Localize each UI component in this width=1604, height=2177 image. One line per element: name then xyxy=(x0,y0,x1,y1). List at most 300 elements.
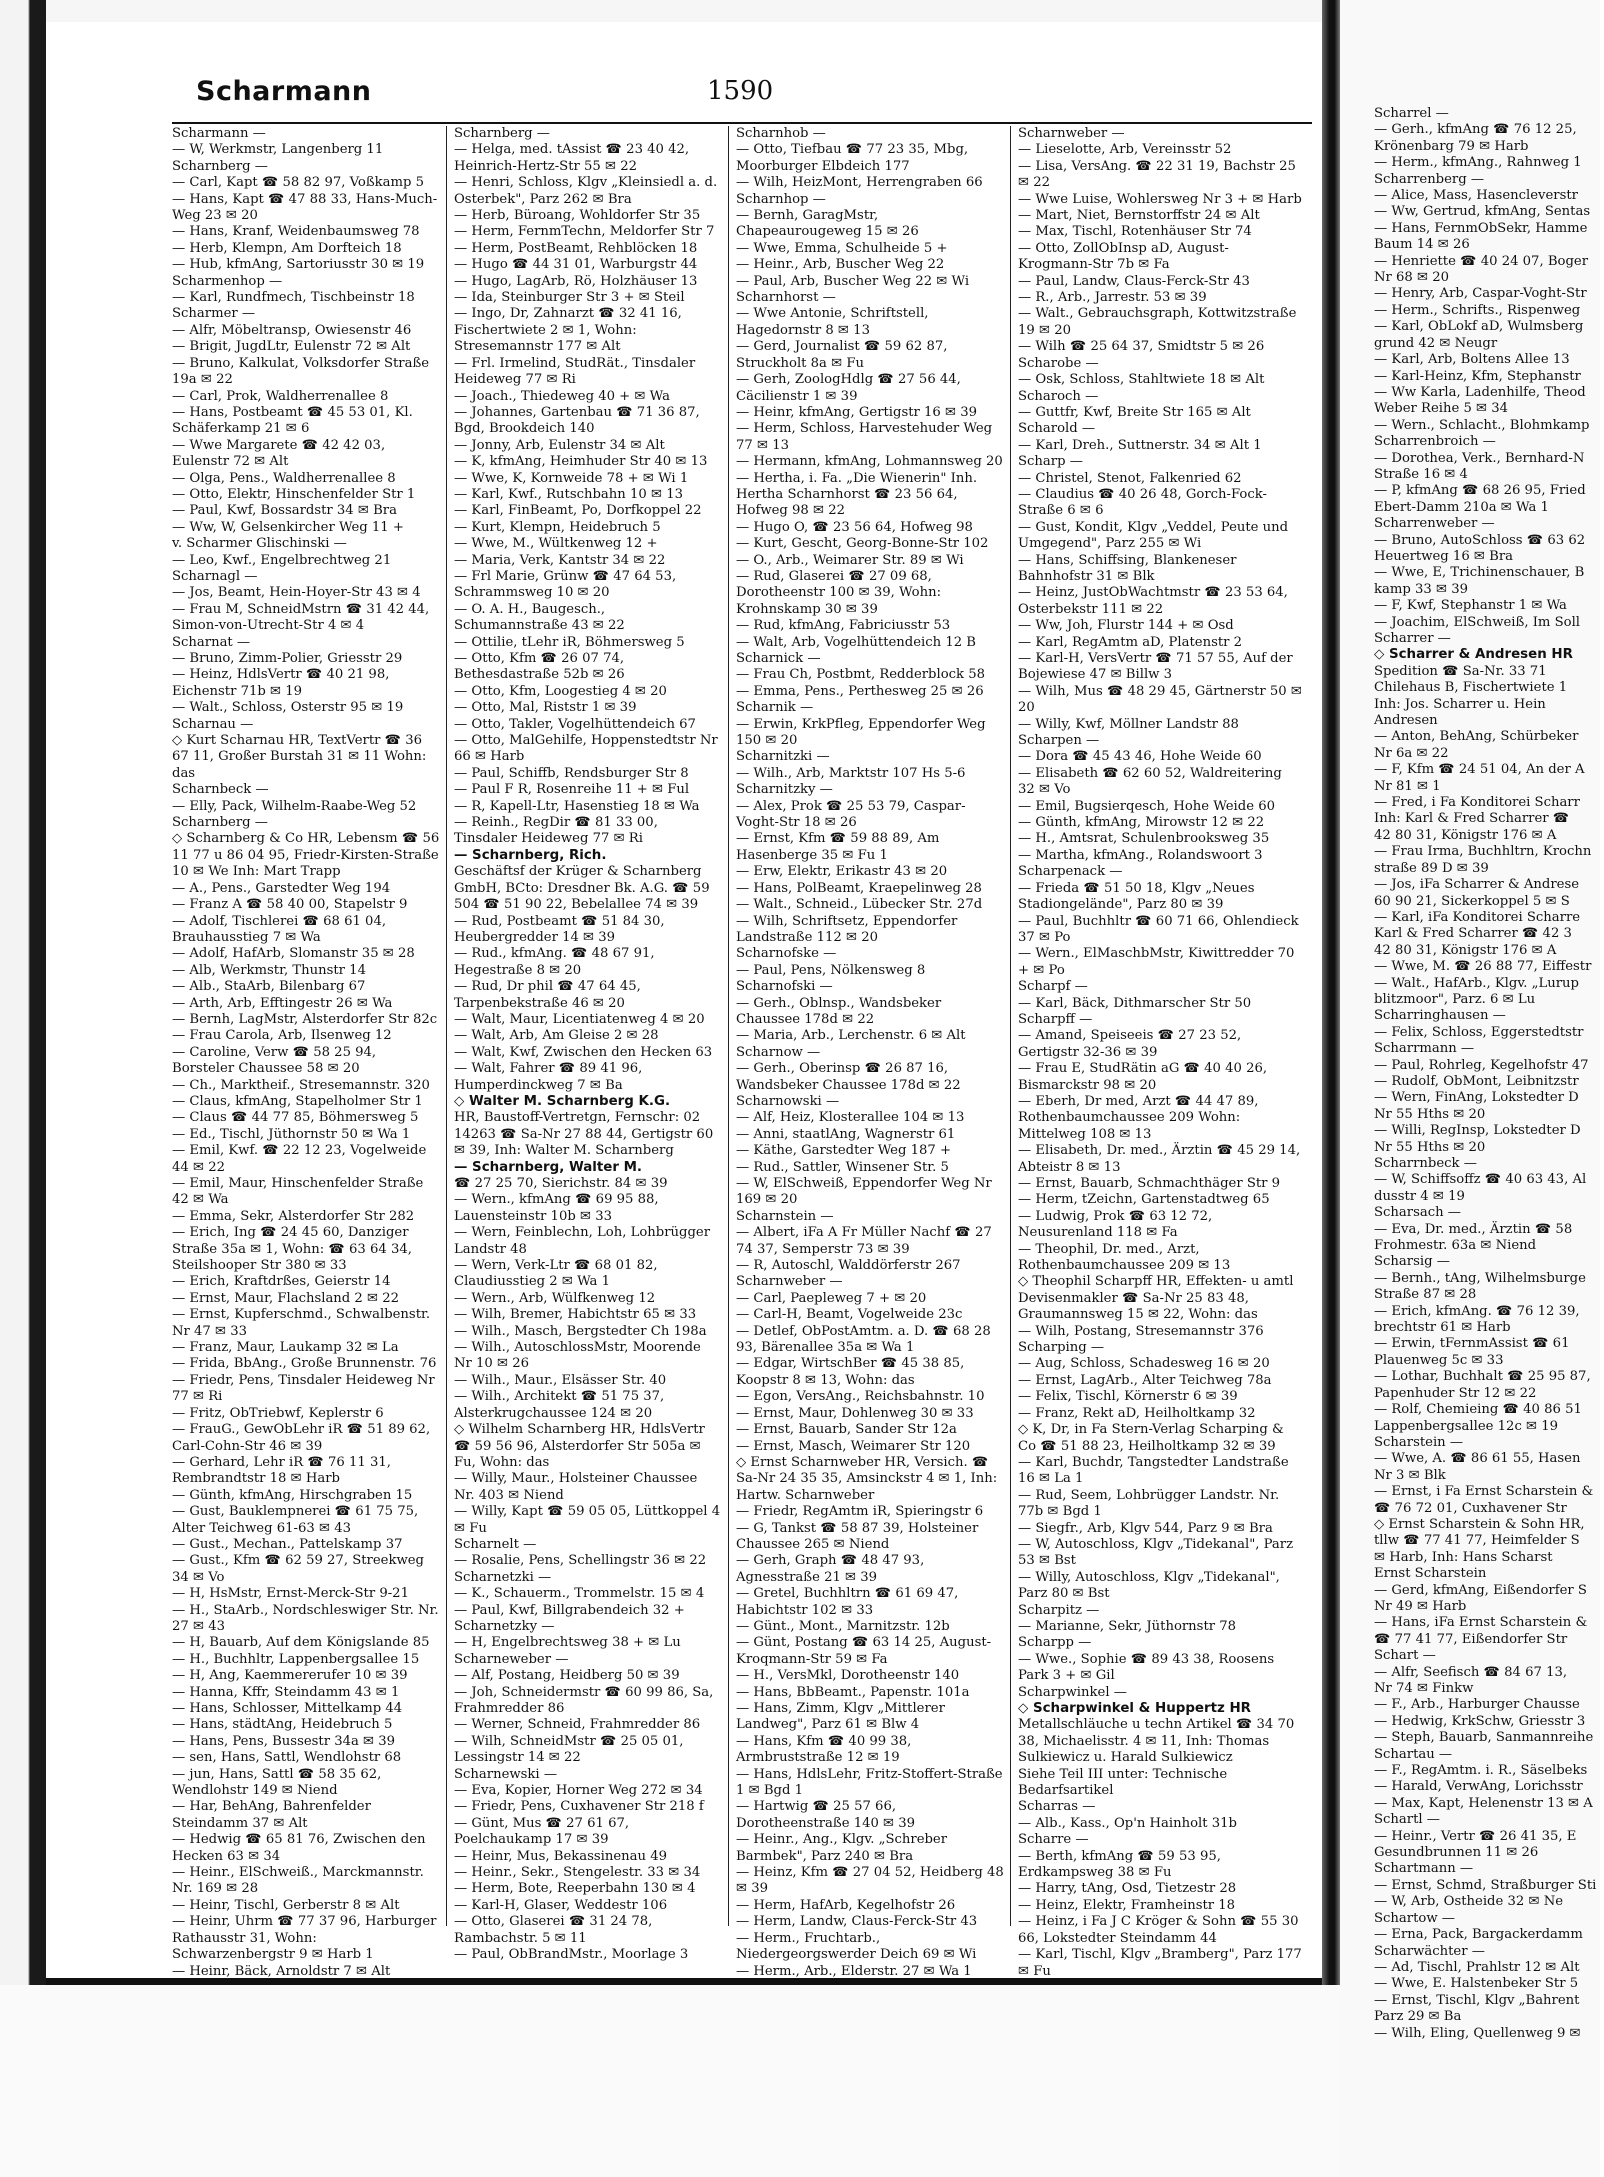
directory-entry: ◇ Scharnberg & Co HR, Lebensm ☎ 56 11 77 u 86 04 95, Friedr-Kirsten-Straße 10 ✉ We Inh: Mart Trapp xyxy=(172,831,440,880)
directory-entry: — Rud., kfmAng. ☎ 48 67 91, Hegestraße 8 ✉ 20 xyxy=(454,946,655,978)
facing-page-entry: ☎ 76 72 01, Cuxhavener Str xyxy=(1374,1500,1567,1516)
facing-page-entry: — Wwe, E, Trichinenschauer, B xyxy=(1374,565,1585,581)
facing-page-entry: — Hans, FernmObSekr, Hamme xyxy=(1374,220,1588,236)
directory-entry: — Alf, Postang, Heidberg 50 ✉ 39 xyxy=(454,1668,680,1684)
facing-page-entry: Scharwächter — xyxy=(1374,1943,1485,1959)
facing-page-entry: Scharrenweber — xyxy=(1374,516,1495,532)
directory-entry: — Wwe, Emma, Schulheide 5 + xyxy=(736,240,948,256)
directory-entry: — Claus, kfmAng, Stapelholmer Str 1 xyxy=(172,1093,423,1109)
directory-entry: — Otto, Kfm ☎ 26 07 74, Bethesdastraße 52b ✉ 26 xyxy=(454,651,625,683)
directory-entry: — Wwe, K, Kornweide 78 + ✉ Wi 1 xyxy=(454,470,689,486)
directory-entry: — Erich, Ing ☎ 24 45 60, Danziger Straße 35a ✉ 1, Wohn: ☎ 63 64 34, Steilshooper Str 380 ✉ 33 xyxy=(172,1225,412,1274)
directory-entry: — Hugo ☎ 44 31 01, Warburgstr 44 xyxy=(454,257,698,273)
directory-entry: — Willy, Maur., Holsteiner Chaussee Nr. 403 ✉ Niend xyxy=(454,1471,698,1503)
directory-entry: — Otto, Glaserei ☎ 31 24 78, Rambachstr. 5 ✉ 11 xyxy=(454,1914,653,1946)
facing-page-entry: Inh: Karl & Fred Scharrer ☎ xyxy=(1374,811,1570,827)
directory-entry: — O. A. H., Baugesch., Schumannstraße 43 ✉ 22 xyxy=(454,601,625,634)
directory-entry: — Otto, ZollObInsp aD, August-Krogmann-Str 7b ✉ Fa xyxy=(1018,240,1229,273)
directory-entry: — Adolf, HafArb, Slomanstr 35 ✉ 28 xyxy=(172,946,415,962)
directory-entry: ◇ Theophil Scharpff HR, Effekten- u amtl Devisenmakler ☎ Sa-Nr 25 83 48, Graumannsweg 15 ✉ 22, Wohn: das xyxy=(1018,1274,1294,1323)
directory-entry: — Wern., Arb, Wülfkenweg 12 xyxy=(454,1290,656,1306)
directory-entry: — Gerh., Oblnsp., Wandsbeker Chaussee 178d ✉ 22 xyxy=(736,995,942,1027)
directory-entry: — Wilh, Mus ☎ 48 29 45, Gärtnerstr 50 ✉ 20 xyxy=(1018,683,1302,716)
directory-entry: — Paul, Kwf, Billgrabendeich 32 + xyxy=(454,1602,685,1618)
facing-page-entry: — Alfr, Seefisch ☎ 84 67 13, xyxy=(1374,1664,1568,1680)
facing-page-entry: — Max, Kapt, Helenenstr 13 ✉ A xyxy=(1374,1795,1593,1811)
directory-entry: — Hertha, i. Fa. „Die Wienerin" Inh. Hertha Scharnhorst ☎ 23 56 64, Hofweg 98 ✉ 22 xyxy=(736,470,978,519)
directory-entry: — Jos, Beamt, Hein-Hoyer-Str 43 ✉ 4 xyxy=(172,585,421,601)
directory-entry: — FrauG., GewObLehr iR ☎ 51 89 62, Carl-Cohn-Str 46 ✉ 39 xyxy=(172,1422,431,1454)
facing-page-entry: Nr 68 ✉ 20 xyxy=(1374,270,1450,286)
facing-page-entry: Straße 87 ✉ 28 xyxy=(1374,1287,1477,1303)
column-2 xyxy=(454,126,722,1963)
directory-entry: — Walt, Arb, Vogelhüttendeich 12 B xyxy=(736,634,976,650)
directory-entry: — Hermann, kfmAng, Lohmannsweg 20 xyxy=(736,454,1003,470)
facing-page-entry: — Felix, Schloss, Eggerstedtstr xyxy=(1374,1024,1584,1040)
facing-page-entry: — Bernh., tAng, Wilhelmsburge xyxy=(1374,1270,1586,1286)
facing-page-entry: — Alice, Mass, Hasencleverstr xyxy=(1374,188,1578,204)
facing-page-entry: — Lothar, Buchhalt ☎ 25 95 87, xyxy=(1374,1369,1591,1385)
directory-entry: — Hans, Pens, Bussestr 34a ✉ 39 xyxy=(172,1733,396,1749)
directory-entry: Scharnofski — xyxy=(736,979,833,995)
facing-page-entry: Nr 6a ✉ 22 xyxy=(1374,745,1449,761)
directory-entry: Geschäftsf der Krüger & Scharnberg GmbH, BCto: Dresdner Bk. A.G. ☎ 59 504 ☎ 51 90 22, Bebelallee 74 ✉ 39 xyxy=(454,864,710,913)
directory-entry: — Hans, Schiffsing, Blankeneser Bahnhofstr 31 ✉ Blk xyxy=(1018,552,1237,584)
directory-entry: — Otto, Tiefbau ☎ 77 23 35, Mbg, Moorburger Elbdeich 177 xyxy=(736,142,969,174)
directory-entry: — Wilh, SchneidMstr ☎ 25 05 01, Lessingstr 14 ✉ 22 xyxy=(454,1733,684,1766)
directory-entry: — Karl-H, Glaser, Weddestr 106 xyxy=(454,1897,668,1913)
directory-entry: — Wwe., Sophie ☎ 89 43 38, Roosens Park 3 + ✉ Gil xyxy=(1018,1651,1275,1684)
directory-entry: — H, Ang, Kaemmererufer 10 ✉ 39 xyxy=(172,1668,408,1684)
directory-entry: — Herb, Klempn, Am Dorfteich 18 xyxy=(172,240,402,256)
directory-entry: — R, Kapell-Ltr, Hasenstieg 18 ✉ Wa xyxy=(454,798,700,814)
directory-entry: — Fritz, ObTriebwf, Keplerstr 6 xyxy=(172,1405,384,1421)
directory-entry: — Joh, Schneidermstr ☎ 60 99 86, Sa, Frahmredder 86 xyxy=(454,1684,714,1716)
facing-page-entry: Scharrer — xyxy=(1374,631,1451,646)
directory-entry: — Bruno, Zimm-Polier, Griesstr 29 xyxy=(172,651,403,666)
directory-entry: — Albert, iFa A Fr Müller Nachf ☎ 27 74 37, Semperstr 73 ✉ 39 xyxy=(736,1225,992,1257)
directory-entry: Scharpf — xyxy=(1018,979,1088,995)
directory-entry: — Otto, Kfm, Loogestieg 4 ✉ 20 xyxy=(454,683,667,699)
directory-entry: — Heinz, Kfm ☎ 27 04 52, Heidberg 48 ✉ 39 xyxy=(736,1865,1004,1897)
page-number: 1590 xyxy=(707,76,774,106)
directory-entry: — Ww, Joh, Flurstr 144 + ✉ Osd xyxy=(1018,618,1234,634)
facing-page-entry: Scharsach — xyxy=(1374,1205,1461,1221)
directory-entry: — Ernst, Kupferschmd., Schwalbenstr. Nr 47 ✉ 33 xyxy=(172,1307,431,1339)
directory-entry: — Walt, Maur, Licentiatenweg 4 ✉ 20 xyxy=(454,1011,705,1027)
directory-entry: — Alb, Werkmstr, Thunstr 14 xyxy=(172,962,366,978)
facing-page-entry: Nr 55 Hths ✉ 20 xyxy=(1374,1139,1486,1155)
directory-entry: — Guttfr, Kwf, Breite Str 165 ✉ Alt xyxy=(1018,404,1251,420)
directory-entry: — Scharnberg, Walter M. xyxy=(454,1159,643,1175)
directory-entry: — Friedr, Pens, Tinsdaler Heideweg Nr 77 ✉ Ri xyxy=(172,1372,435,1405)
directory-entry: — Ernst, Bauarb, Schmachthäger Str 9 xyxy=(1018,1176,1281,1191)
facing-page-entry: — Hans, iFa Ernst Scharstein & xyxy=(1374,1615,1588,1631)
directory-entry: — Hans, BbBeamt., Papenstr. 101a xyxy=(736,1684,970,1700)
facing-page-entry: Schart — xyxy=(1374,1648,1436,1664)
directory-entry: — Kurt, Gescht, Georg-Bonne-Str 102 xyxy=(736,536,989,552)
facing-page-entry: Chilehaus B, Fischertwiete 1 xyxy=(1374,680,1568,696)
directory-entry: — Egon, VersAng., Reichsbahnstr. 10 xyxy=(736,1389,985,1405)
directory-entry: — Christel, Stenot, Falkenried 62 xyxy=(1018,470,1242,486)
facing-page-entry: — Wern, FinAng, Lokstedter D xyxy=(1374,1090,1579,1106)
directory-entry: — Gust, Bauklempnerei ☎ 61 75 75, Alter Teichweg 61-63 ✉ 43 xyxy=(172,1504,419,1536)
facing-page-entry: ✉ Harb, Inh: Hans Scharst xyxy=(1374,1549,1553,1565)
directory-entry: — Frau Ch, Postbmt, Redderblock 58 xyxy=(736,667,985,683)
directory-entry: Scharnowski — xyxy=(736,1093,840,1109)
directory-entry: — Otto, Mal, Riststr 1 ✉ 39 xyxy=(454,700,637,716)
directory-entry: — Elisabeth, Dr. med., Ärztin ☎ 45 29 14, Abteistr 8 ✉ 13 xyxy=(1018,1143,1301,1175)
directory-entry: — Gretel, Buchhltrn ☎ 61 69 47, Habichtstr 102 ✉ 33 xyxy=(736,1586,959,1618)
directory-entry: — Brigit, JugdLtr, Eulenstr 72 ✉ Alt xyxy=(172,339,411,355)
directory-entry: — Heinr., Arb, Buscher Weg 22 xyxy=(736,257,945,273)
directory-entry: — Alb., StaArb, Bilenbarg 67 xyxy=(172,979,366,995)
facing-page-entry: Inh: Jos. Scharrer u. Hein xyxy=(1374,696,1546,712)
directory-entry: — Bernh, LagMstr, Alsterdorfer Str 82c xyxy=(172,1011,438,1027)
facing-page-entry: Weber Reihe 5 ✉ 34 xyxy=(1374,401,1509,417)
directory-entry: — Emma, Pens., Perthesweg 25 ✉ 26 xyxy=(736,683,984,699)
facing-page-entry: dusstr 4 ✉ 19 xyxy=(1374,1188,1465,1204)
column-rule xyxy=(728,126,729,1926)
facing-page-entry: — W, Arb, Ostheide 32 ✉ Ne xyxy=(1374,1894,1564,1910)
directory-entry: — Willy, Kapt ☎ 59 05 05, Lüttkoppel 4 ✉ Fu xyxy=(454,1504,721,1536)
facing-page-entry: Scharsig — xyxy=(1374,1254,1450,1270)
directory-entry: — Heinz, HdlsVertr ☎ 40 21 98, Eichenstr 71b ✉ 19 xyxy=(172,667,390,699)
facing-page-entry: — P, kfmAng ☎ 68 26 95, Fried xyxy=(1374,483,1586,499)
directory-entry: — Herm, tZeichn, Gartenstadtweg 65 xyxy=(1018,1192,1270,1208)
directory-entry: Scharpen — xyxy=(1018,733,1100,749)
directory-entry: — Wilh., AutoschlossMstr, Moorende Nr 10 ✉ 26 xyxy=(454,1340,701,1372)
directory-entry: — Frl. Irmelind, StudRät., Tinsdaler Heideweg 77 ✉ Ri xyxy=(454,355,696,388)
facing-page-entry: Nr 81 ✉ 1 xyxy=(1374,778,1441,794)
directory-entry: — Herb, Büroang, Wohldorfer Str 35 xyxy=(454,208,701,224)
directory-entry: — Karl, Dreh., Suttnerstr. 34 ✉ Alt 1 xyxy=(1018,437,1262,453)
facing-page-column xyxy=(1374,106,1604,2041)
directory-entry: HR, Baustoff-Vertretgn, Fernschr: 02 14263 ☎ Sa-Nr 27 88 44, Gertigstr 60 ✉ 39, Inh: Walter M. Scharnberg xyxy=(454,1110,714,1159)
directory-entry: — Wilh, Bremer, Habichtstr 65 ✉ 33 xyxy=(454,1307,697,1323)
directory-entry: — H., Buchhltr, Lappenbergsallee 15 xyxy=(172,1651,420,1667)
facing-page-entry: — Gerd, kfmAng, Eißendorfer S xyxy=(1374,1582,1587,1598)
directory-entry: — Martha, kfmAng., Rolandswoort 3 xyxy=(1018,847,1263,863)
directory-entry: Scharnitzky — xyxy=(736,782,833,798)
facing-page-entry: — Erich, kfmAng. ☎ 76 12 39, xyxy=(1374,1303,1580,1319)
facing-page-entry: — Ernst, Schmd, Straßburger Sti xyxy=(1374,1877,1597,1893)
facing-page-entry: — F., RegAmtm. i. R., Säselbeks xyxy=(1374,1763,1588,1779)
directory-entry: — Rosalie, Pens, Schellingstr 36 ✉ 22 xyxy=(454,1553,707,1569)
facing-page-entry: — Joachim, ElSchweiß, Im Soll xyxy=(1374,614,1581,630)
directory-entry: — Gerh., Oberinsp ☎ 26 87 16, Wandsbeker Chaussee 178d ✉ 22 xyxy=(736,1061,961,1093)
directory-entry: — Detlef, ObPostAmtm. a. D. ☎ 68 28 93, Bärenallee 35a ✉ Wa 1 xyxy=(736,1323,991,1356)
facing-page-entry: ◇ Scharrer & Andresen HR xyxy=(1374,647,1573,663)
facing-page-entry: Scharringhausen — xyxy=(1374,1008,1506,1024)
directory-entry: — Ingo, Dr, Zahnarzt ☎ 32 41 16, Fischertwiete 2 ✉ 1, Wohn: Stresemannstr 177 ✉ Alt xyxy=(454,306,682,355)
directory-entry: — Friedr, Pens, Cuxhavener Str 218 f xyxy=(454,1799,704,1815)
directory-entry: — W, ElSchweiß, Eppendorfer Weg Nr 169 ✉ 20 xyxy=(736,1176,992,1208)
directory-entry: — Bruno, Kalkulat, Volksdorfer Straße 19a ✉ 22 xyxy=(172,355,430,388)
directory-entry: — Alb., Kass., Op'n Hainholt 31b xyxy=(1018,1815,1237,1831)
directory-entry: Scharnbeck — xyxy=(172,782,269,798)
directory-entry: — Hans, Kranf, Weidenbaumsweg 78 xyxy=(172,224,420,240)
directory-entry: Scharoch — xyxy=(1018,388,1099,404)
facing-page-entry: Nr 55 Hths ✉ 20 xyxy=(1374,1106,1486,1122)
directory-entry: — Lieselotte, Arb, Vereinsstr 52 xyxy=(1018,142,1232,158)
directory-entry: — Ottilie, tLehr iR, Böhmersweg 5 xyxy=(454,634,685,650)
directory-entry: — Willy, Autoschloss, Klgv „Tidekanal", Parz 80 ✉ Bst xyxy=(1018,1569,1280,1602)
directory-entry: — Erw, Elektr, Erikastr 43 ✉ 20 xyxy=(736,864,948,880)
facing-page-entry: Nr 3 ✉ Blk xyxy=(1374,1467,1446,1483)
directory-entry: — Paul, Buchhltr ☎ 60 71 66, Ohlendieck 37 ✉ Po xyxy=(1018,913,1299,945)
directory-entry: — H., VersMkl, Dorotheenstr 140 xyxy=(736,1668,960,1684)
facing-page-entry: Karl & Fred Scharrer ☎ 42 3 xyxy=(1374,926,1572,942)
facing-page-entry: — Henriette ☎ 40 24 07, Boger xyxy=(1374,253,1589,269)
directory-entry: Scharnberg — xyxy=(172,158,268,174)
directory-entry: Scharnewski — xyxy=(454,1766,558,1782)
directory-entry: — Werner, Schneid, Frahmredder 86 xyxy=(454,1717,701,1733)
directory-entry: — Claudius ☎ 40 26 48, Gorch-Fock-Straße 6 ✉ 6 xyxy=(1018,486,1267,519)
directory-entry: — Walt, Arb, Am Gleise 2 ✉ 28 xyxy=(454,1028,659,1044)
directory-entry: Scharobe — xyxy=(1018,355,1099,371)
facing-page-entry: — Ernst, i Fa Ernst Scharstein & xyxy=(1374,1484,1594,1500)
directory-entry: — Gerh, ZoologHdlg ☎ 27 56 44, Cäcilienstr 1 ✉ 39 xyxy=(736,372,961,404)
directory-entry: — Har, BehAng, Bahrenfelder Steindamm 37 ✉ Alt xyxy=(172,1799,371,1831)
directory-entry: — Walt, Kwf, Zwischen den Hecken 63 xyxy=(454,1044,713,1060)
directory-entry: — Heinr., Ang., Klgv. „Schreber Barmbek", Parz 240 ✉ Bra xyxy=(736,1832,948,1864)
facing-page-entry: Scharrenbroich — xyxy=(1374,434,1496,450)
directory-entry: — Friedr, RegAmtm iR, Spieringstr 6 xyxy=(736,1504,984,1520)
directory-entry: — Herm, Schloss, Harvestehuder Weg 77 ✉ 13 xyxy=(736,421,993,453)
directory-entry: — Ernst, Maur, Dohlenweg 30 ✉ 33 xyxy=(736,1405,974,1421)
directory-entry: Scharnhob — xyxy=(736,126,826,141)
directory-entry: Scharold — xyxy=(1018,421,1096,437)
directory-entry: — Hans, Schlosser, Mittelkamp 44 xyxy=(172,1701,403,1716)
directory-entry: — Frau Carola, Arb, Ilsenweg 12 xyxy=(172,1028,392,1044)
directory-entry: — Eberh, Dr med, Arzt ☎ 44 47 89, Rothenbaumchaussee 209 Wohn: Mittelweg 108 ✉ 13 xyxy=(1018,1093,1259,1142)
directory-entry: — Frieda ☎ 51 50 18, Klgv „Neues Stadiongelände", Parz 80 ✉ 39 xyxy=(1018,880,1255,913)
directory-entry: ◇ K, Dr, in Fa Stern-Verlag Scharping & Co ☎ 51 88 23, Heilholtkamp 32 ✉ 39 xyxy=(1018,1422,1284,1454)
directory-entry: — Claus ☎ 44 77 85, Böhmersweg 5 xyxy=(172,1110,419,1126)
directory-entry: — Karl, Tischl, Klgv „Bramberg", Parz 177 ✉ Fu xyxy=(1018,1947,1302,1979)
directory-entry: — H., Amtsrat, Schulenbrooksweg 35 xyxy=(1018,831,1270,847)
directory-entry: — Gerhard, Lehr iR ☎ 76 11 31, Rembrandtstr 18 ✉ Harb xyxy=(172,1454,391,1487)
directory-entry: — Wwe, M., Wültkenweg 12 + xyxy=(454,536,658,552)
directory-entry: Scharneweber — xyxy=(454,1651,569,1667)
directory-entry: — Paul, Kwf, Bossardstr 34 ✉ Bra xyxy=(172,503,397,519)
directory-entry: ◇ Kurt Scharnau HR, TextVertr ☎ 36 67 11, Großer Burstah 31 ✉ 11 Wohn: das xyxy=(172,733,427,781)
directory-entry: — Hans, Zimm, Klgv „Mittlerer Landweg", Parz 61 ✉ Blw 4 xyxy=(736,1701,945,1733)
directory-entry: Scharnhop — xyxy=(736,191,826,207)
directory-entry: — Herm, Bote, Reeperbahn 130 ✉ 4 xyxy=(454,1881,696,1897)
directory-entry: — Frau M, SchneidMstrn ☎ 31 42 44, Simon-von-Utrecht-Str 4 ✉ 4 xyxy=(172,601,430,634)
directory-entry: Scharnik — xyxy=(736,700,814,716)
facing-page-entry: — Fred, i Fa Konditorei Scharr xyxy=(1374,795,1580,811)
directory-entry: ◇ Ernst Scharnweber HR, Versich. ☎ Sa-Nr 24 35 35, Amsinckstr 4 ✉ 1, Inh: Hartw. Scharnweber xyxy=(736,1454,998,1503)
facing-page-entry: Scharrmann — xyxy=(1374,1041,1475,1057)
facing-page-entry: — Karl, iFa Konditorei Scharre xyxy=(1374,909,1581,925)
directory-entry: Scharmenhop — xyxy=(172,273,283,289)
directory-entry: — Ernst, Bauarb, Sander Str 12a xyxy=(736,1422,957,1438)
directory-entry: — Elisabeth ☎ 62 60 52, Waldreitering 32 ✉ Vo xyxy=(1018,765,1282,798)
scan-left-edge xyxy=(0,0,46,2177)
scan-top-edge xyxy=(46,0,1326,22)
directory-entry: — Gerh, Graph ☎ 48 47 93, Agnesstraße 21 ✉ 39 xyxy=(736,1553,925,1585)
facing-page-entry: — Karl, Arb, Boltens Allee 13 xyxy=(1374,352,1570,368)
facing-page-entry: Scharstein — xyxy=(1374,1434,1464,1450)
column-rule xyxy=(446,126,447,1926)
directory-entry: — Edgar, WirtschBer ☎ 45 38 85, Koopstr 8 ✉ 13, Wohn: das xyxy=(736,1356,965,1388)
facing-page-entry: 60 90 21, Sickerkoppel 5 ✉ S xyxy=(1374,893,1570,909)
directory-entry: — Ida, Steinburger Str 3 + ✉ Steil xyxy=(454,290,685,306)
facing-page-entry: — W, Schiffsoffz ☎ 40 63 43, Al xyxy=(1374,1172,1587,1188)
directory-entry: — H., StaArb., Nordschleswiger Str. Nr. 27 ✉ 43 xyxy=(172,1602,439,1634)
directory-entry: — Scharnberg, Rich. xyxy=(454,847,607,863)
directory-entry: — Walt., Gebrauchsgraph, Kottwitzstraße 19 ✉ 20 xyxy=(1018,306,1297,338)
directory-entry: — Heinr., Sekr., Stengelestr. 33 ✉ 34 xyxy=(454,1865,701,1881)
facing-page-entry: Papenhuder Str 12 ✉ 22 xyxy=(1374,1385,1537,1401)
page-header xyxy=(172,62,1312,124)
directory-entry: — R., Arb., Jarrestr. 53 ✉ 39 xyxy=(1018,290,1207,306)
directory-entry: — H, HsMstr, Ernst-Merck-Str 9-21 xyxy=(172,1586,409,1602)
directory-entry: — Marianne, Sekr, Jüthornstr 78 xyxy=(1018,1618,1237,1634)
directory-entry: — Hartwig ☎ 25 57 66, Dorotheenstraße 140 ✉ 39 xyxy=(736,1799,916,1831)
directory-entry: Scharmer — xyxy=(172,306,256,322)
directory-entry: — Herm., Fruchtarb., Niedergeorgswerder Deich 69 ✉ Wi xyxy=(736,1930,977,1963)
directory-entry: — Johannes, Gartenbau ☎ 71 36 87, Bgd, Brookdeich 140 xyxy=(454,404,700,437)
directory-entry: — Gerd, Journalist ☎ 59 62 87, Struckholt 8a ✉ Fu xyxy=(736,339,948,371)
facing-page-entry: — Wwe, M. ☎ 26 88 77, Eiffestr xyxy=(1374,959,1592,975)
directory-entry: — Maria, Verk, Kantstr 34 ✉ 22 xyxy=(454,552,666,568)
facing-page-entry: — Willi, RegInsp, Lokstedter D xyxy=(1374,1123,1581,1139)
facing-page-entry: — Wern., Schlacht., Blohmkamp xyxy=(1374,417,1590,433)
facing-page-entry: Baum 14 ✉ 26 xyxy=(1374,237,1470,253)
directory-entry: — Frl Marie, Grünw ☎ 47 64 53, Schrammsweg 10 ✉ 20 xyxy=(454,568,677,601)
facing-page-entry: ◇ Ernst Scharstein & Sohn HR, xyxy=(1374,1516,1585,1532)
directory-entry: — Frau E, StudRätin aG ☎ 40 40 26, Bismarckstr 98 ✉ 20 xyxy=(1018,1061,1268,1093)
directory-entry: — Heinr., ElSchweiß., Marckmannstr. Nr. 169 ✉ 28 xyxy=(172,1865,424,1897)
directory-entry: — Hans, Postbeamt ☎ 45 53 01, Kl. Schäferkamp 21 ✉ 6 xyxy=(172,404,413,437)
directory-entry: — Wwe Antonie, Schriftstell, Hagedornstr 8 ✉ 13 xyxy=(736,306,929,338)
facing-page-entry: — Ad, Tischl, Prahlstr 12 ✉ Alt xyxy=(1374,1959,1580,1975)
column-4 xyxy=(1018,126,1302,1979)
directory-entry: v. Scharmer Glischinski — xyxy=(172,536,347,552)
facing-page-entry: grund 42 ✉ Neugr xyxy=(1374,335,1498,351)
directory-entry: Scharnhorst — xyxy=(736,290,836,306)
facing-page-entry: — F., Arb., Harburger Chausse xyxy=(1374,1697,1580,1713)
directory-entry: Scharpitz — xyxy=(1018,1602,1100,1618)
facing-page-entry: Lappenbergsallee 12c ✉ 19 xyxy=(1374,1418,1559,1434)
directory-entry: — Hans, PolBeamt, Kraepelinweg 28 xyxy=(736,880,982,896)
facing-page-entry: — Ww, Gertrud, kfmAng, Sentas xyxy=(1374,204,1591,220)
directory-entry: Scharnau — xyxy=(172,716,254,732)
directory-entry: — Ww, W, Gelsenkircher Weg 11 + xyxy=(172,519,404,535)
facing-page-entry: — Heinr., Vertr ☎ 26 41 35, E xyxy=(1374,1828,1577,1844)
facing-page-entry: — Rudolf, ObMont, Leibnitzstr xyxy=(1374,1073,1579,1089)
directory-entry: — Gust, Kondit, Klgv „Veddel, Peute und Umgegend", Parz 255 ✉ Wi xyxy=(1018,519,1289,552)
directory-entry: — Olga, Pens., Waldherrenallee 8 xyxy=(172,470,396,486)
directory-entry: — Günt, Mus ☎ 27 61 67, Poelchaukamp 17 ✉ 39 xyxy=(454,1815,630,1848)
directory-entry: — Siegfr., Arb, Klgv 544, Parz 9 ✉ Bra xyxy=(1018,1520,1273,1536)
directory-entry: Scharmann — xyxy=(172,126,266,141)
facing-page-entry: Plauenweg 5c ✉ 33 xyxy=(1374,1352,1504,1368)
directory-entry: — O., Arb., Weimarer Str. 89 ✉ Wi xyxy=(736,552,964,568)
facing-page-entry: — F, Kwf, Stephanstr 1 ✉ Wa xyxy=(1374,598,1567,614)
facing-page-entry: 42 80 31, Königstr 176 ✉ A xyxy=(1374,942,1557,958)
directory-entry: — Wwe Margarete ☎ 42 42 03, Eulenstr 72 ✉ Alt xyxy=(172,437,386,470)
directory-entry: — Erwin, KrkPfleg, Eppendorfer Weg 150 ✉ 20 xyxy=(736,716,986,749)
directory-entry: — Paul F R, Rosenreihe 11 + ✉ Ful xyxy=(454,782,690,798)
directory-entry: — Wilh., Arb, Marktstr 107 Hs 5-6 xyxy=(736,765,966,781)
directory-entry: — Heinz, i Fa J C Kröger & Sohn ☎ 55 30 66, Lokstedter Steindamm 44 xyxy=(1018,1914,1299,1946)
directory-entry: — Anni, staatlAng, Wagnerstr 61 xyxy=(736,1126,956,1142)
directory-entry: — Rud, Dr phil ☎ 47 64 45, Tarpenbekstraße 46 ✉ 20 xyxy=(454,979,641,1011)
facing-page-entry: — Karl-Heinz, Kfm, Stephanstr xyxy=(1374,368,1581,384)
book-gutter xyxy=(1322,0,1340,1985)
facing-page-entry: Schartl — xyxy=(1374,1812,1440,1828)
directory-entry: — Herm, Landw, Claus-Ferck-Str 43 xyxy=(736,1914,978,1930)
columns xyxy=(172,126,1312,1979)
directory-entry: — Wern, Feinblechn, Loh, Lohbrügger Landstr 48 xyxy=(454,1225,711,1257)
directory-entry: — Carl-H, Beamt, Vogelweide 23c xyxy=(736,1307,963,1323)
directory-entry: — Frida, BbAng., Große Brunnenstr. 76 xyxy=(172,1356,437,1372)
facing-page-entry: — Erna, Pack, Bargackerdamm xyxy=(1374,1927,1583,1943)
facing-page-entry: Schartau — xyxy=(1374,1746,1453,1762)
directory-entry: — Hanna, Kffr, Steindamm 43 ✉ 1 xyxy=(172,1684,400,1700)
directory-entry: — Alfr, Möbeltransp, Owiesenstr 46 xyxy=(172,322,412,338)
directory-entry: — W, Werkmstr, Langenberg 11 xyxy=(172,142,384,158)
directory-entry: — Paul, Arb, Buscher Weg 22 ✉ Wi xyxy=(736,273,970,289)
directory-entry: — Herm, PostBeamt, Rehblöcken 18 xyxy=(454,240,698,256)
directory-entry: — Reinh., RegDir ☎ 81 33 00, Tinsdaler Heideweg 77 ✉ Ri xyxy=(454,815,658,847)
facing-page-entry: — Karl, ObLokf aD, Wulmsberg xyxy=(1374,319,1584,335)
facing-page-entry: kamp 33 ✉ 39 xyxy=(1374,581,1468,597)
facing-page-entry: — Henry, Arb, Caspar-Voght-Str xyxy=(1374,286,1587,302)
directory-entry: — Carl, Prok, Waldherrenallee 8 xyxy=(172,388,389,404)
directory-entry: — Ernst, Maur, Flachsland 2 ✉ 22 xyxy=(172,1290,400,1306)
scan-bottom-margin xyxy=(0,1985,1340,2177)
directory-entry: — Emil, Kwf. ☎ 22 12 23, Vogelweide 44 ✉ 22 xyxy=(172,1143,427,1175)
directory-entry: — Herm, HafArb, Kegelhofstr 26 xyxy=(736,1897,956,1913)
directory-entry: — Kurt, Klempn, Heidebruch 5 xyxy=(454,519,661,535)
facing-page-entry: Frohmestr. 63a ✉ Niend xyxy=(1374,1238,1537,1254)
directory-entry: — Hans, Kfm ☎ 40 99 38, Armbruststraße 12 ✉ 19 xyxy=(736,1733,912,1766)
facing-page-entry: — Steph, Bauarb, Sanmannreihe xyxy=(1374,1730,1594,1746)
facing-page-entry: brechtstr 61 ✉ Harb xyxy=(1374,1320,1511,1336)
running-head: Scharmann xyxy=(196,76,372,107)
directory-entry: — Otto, MalGehilfe, Hoppenstedtstr Nr 66 ✉ Harb xyxy=(454,733,718,765)
facing-page-entry: ☎ 77 41 77, Eißendorfer Str xyxy=(1374,1631,1568,1647)
directory-entry: — Heinr, Uhrm ☎ 77 37 96, Harburger Rathausstr 31, Wohn: Schwarzenbergstr 9 ✉ Harb 1 xyxy=(172,1914,437,1963)
directory-entry: — Karl, Buchdr, Tangstedter Landstraße 16 ✉ La 1 xyxy=(1018,1454,1289,1487)
directory-entry: — Otto, Takler, Vogelhüttendeich 67 xyxy=(454,716,696,732)
directory-entry: Scharnetzki — xyxy=(454,1569,552,1585)
directory-entry: Scharnberg — xyxy=(454,126,550,141)
directory-entry: Scharpenack — xyxy=(1018,864,1123,880)
facing-page-entry: — Paul, Rohrleg, Kegelhofstr 47 xyxy=(1374,1057,1589,1073)
facing-page-entry: — Bruno, AutoSchloss ☎ 63 62 xyxy=(1374,532,1586,548)
directory-entry: Scharnweber — xyxy=(1018,126,1125,141)
directory-entry: — Hub, kfmAng, Sartoriusstr 30 ✉ 19 xyxy=(172,257,425,273)
directory-entry: ◇ Walter M. Scharnberg K.G. xyxy=(454,1093,671,1109)
directory-entry: Scharpff — xyxy=(1018,1011,1093,1027)
directory-entry: ☎ 27 25 70, Sierichstr. 84 ✉ 39 xyxy=(454,1176,668,1191)
column-rule xyxy=(1010,126,1011,1926)
directory-entry: — jun, Hans, Sattl ☎ 58 35 62, Wendlohstr 149 ✉ Niend xyxy=(172,1766,382,1799)
facing-page-entry: — Ww Karla, Ladenhilfe, Theod xyxy=(1374,384,1586,400)
directory-entry: — Franz A ☎ 58 40 00, Stapelstr 9 xyxy=(172,897,408,913)
facing-page-entry: Schartmann — xyxy=(1374,1861,1474,1877)
directory-entry: — Rud, Seem, Lohbrügger Landstr. Nr. 77b ✉ Bgd 1 xyxy=(1018,1487,1280,1520)
facing-page-entry: — Wwe, A. ☎ 86 61 55, Hasen xyxy=(1374,1451,1581,1467)
directory-entry: — Paul, Landw, Claus-Ferck-Str 43 xyxy=(1018,273,1250,289)
